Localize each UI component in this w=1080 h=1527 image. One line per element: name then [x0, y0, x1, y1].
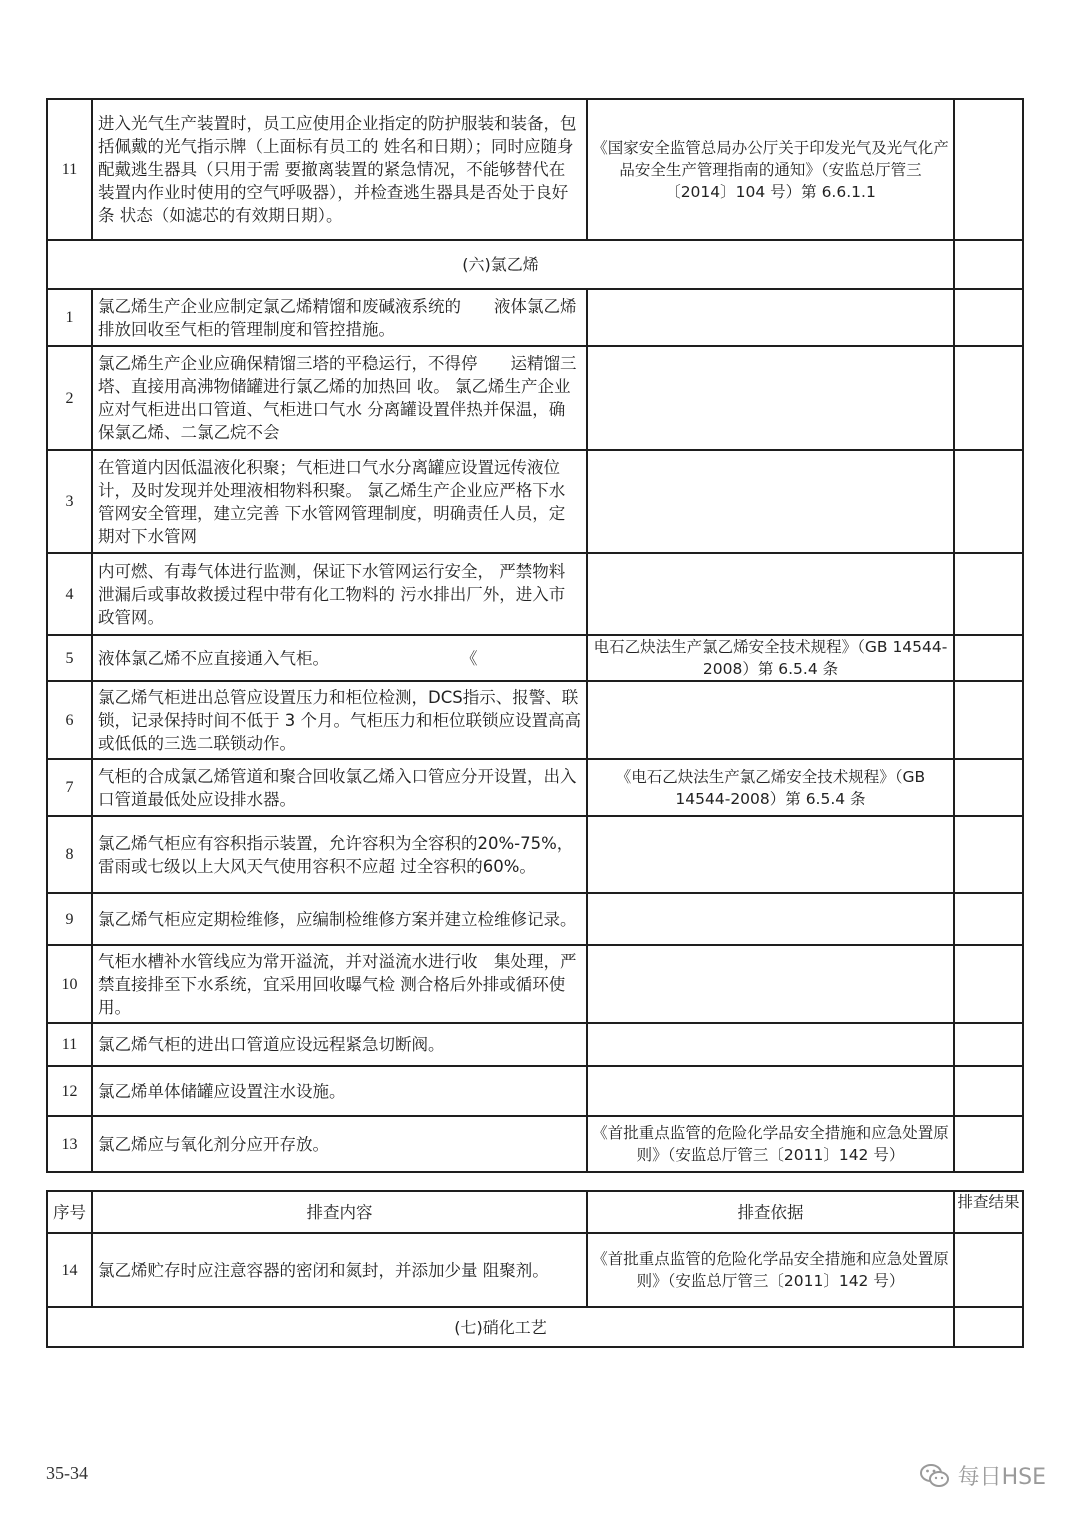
row-result [954, 289, 1023, 346]
row-result [954, 681, 1023, 759]
row-number: 2 [47, 346, 92, 450]
wechat-icon [920, 1463, 950, 1489]
section-title: (七)硝化工艺 [47, 1307, 954, 1347]
row-content: 氯乙烯气柜应定期检维修，应编制检维修方案并建立检维修记录。 [92, 893, 587, 945]
row-content: 在管道内因低温液化积聚；气柜进口气水分离罐应设置远传液位计，及时发现并处理液相物料积聚。 氯乙烯生产企业应严格下水管网安全管理，建立完善 下水管网管理制度，明确责任人员，定期对下水管网 [92, 450, 587, 553]
row-basis: 《国家安全监管总局办公厅关于印发光气及光气化产品安全生产管理指南的通知》（安监总厅管三〔2014〕104 号）第 6.6.1.1 [587, 99, 954, 240]
table-row [47, 759, 1023, 816]
row-number: 13 [47, 1116, 92, 1172]
row-number: 8 [47, 816, 92, 893]
row-content: 氯乙烯气柜应有容积指示装置，允许容积为全容积的20%-75%，雷雨或七级以上大风天气使用容积不应超 过全容积的60%。 [92, 816, 587, 893]
row-content: 氯乙烯单体储罐应设置注水设施。 [92, 1066, 587, 1116]
row-number: 14 [47, 1233, 92, 1307]
row-result [954, 553, 1023, 635]
row-content: 氯乙烯生产企业应确保精馏三塔的平稳运行，不得停 运精馏三塔、直接用高沸物储罐进行氯乙烯的加热回 收。 氯乙烯生产企业应对气柜进出口管道、气柜进口气水 分离罐设置伴热并保温，确保氯乙烯、二氯乙烷不会 [92, 346, 587, 450]
row-result [954, 893, 1023, 945]
row-number: 4 [47, 553, 92, 635]
row-number: 3 [47, 450, 92, 553]
row-number: 7 [47, 759, 92, 816]
header-result: 排查结果 [954, 1191, 1023, 1233]
table-row [47, 1023, 1023, 1066]
row-result [954, 240, 1023, 289]
row-content: 内可燃、有毒气体进行监测，保证下水管网运行安全， 严禁物料泄漏后或事故救援过程中带有化工物料的 污水排出厂外，进入市政管网。 [92, 553, 587, 635]
table-row [47, 289, 1023, 346]
row-basis [587, 681, 954, 759]
row-basis [587, 450, 954, 553]
table-row [47, 635, 1023, 681]
row-content: 气柜的合成氯乙烯管道和聚合回收氯乙烯入口管应分开设置，出入口管道最低处应设排水器。 [92, 759, 587, 816]
row-number: 1 [47, 289, 92, 346]
row-content: 进入光气生产装置时，员工应使用企业指定的防护服装和装备，包括佩戴的光气指示牌（上面标有员工的 姓名和日期）；同时应随身配戴逃生器具（只用于需 要撤离装置的紧急情况，不能够替代在装置内作业时使用的空气呼吸器），并检查逃生器具是否处于良好 条 状态（如滤芯的有效期日期）。 [92, 99, 587, 240]
row-result [954, 99, 1023, 240]
row-result [954, 1116, 1023, 1172]
header-basis: 排查依据 [587, 1191, 954, 1233]
row-number: 11 [47, 1023, 92, 1066]
table-header-row [47, 1191, 1023, 1233]
row-result [954, 450, 1023, 553]
row-content: 氯乙烯应与氧化剂分应开存放。 [92, 1116, 587, 1172]
section-row [47, 1307, 1023, 1347]
row-basis: 电石乙炔法生产氯乙烯安全技术规程》（GB 14544-2008）第 6.5.4 条 [587, 635, 954, 681]
page-number: 35-34 [46, 1463, 88, 1483]
table-row [47, 1066, 1023, 1116]
row-basis [587, 1023, 954, 1066]
row-basis [587, 553, 954, 635]
row-basis [587, 816, 954, 893]
row-basis [587, 1066, 954, 1116]
row-content: 氯乙烯气柜的进出口管道应设远程紧急切断阀。 [92, 1023, 587, 1066]
table-row [47, 1233, 1023, 1307]
row-number: 10 [47, 945, 92, 1023]
row-content: 氯乙烯贮存时应注意容器的密闭和氮封，并添加少量 阻聚剂。 [92, 1233, 587, 1307]
row-number: 12 [47, 1066, 92, 1116]
row-basis [587, 346, 954, 450]
table-row [47, 1116, 1023, 1172]
table-row [47, 945, 1023, 1023]
row-result [954, 759, 1023, 816]
row-result [954, 1023, 1023, 1066]
header-no: 序号 [47, 1191, 92, 1233]
table-row [47, 99, 1023, 240]
checklist-table-top [46, 98, 1024, 1173]
watermark-text: 每日HSE [957, 1465, 1046, 1490]
table-row [47, 450, 1023, 553]
row-basis: 《首批重点监管的危险化学品安全措施和应急处置原则》（安监总厅管三〔2011〕142 号） [587, 1233, 954, 1307]
table-row [47, 553, 1023, 635]
table-row [47, 816, 1023, 893]
row-result [954, 1307, 1023, 1347]
row-basis [587, 893, 954, 945]
row-basis: 《电石乙炔法生产氯乙烯安全技术规程》（GB 14544-2008）第 6.5.4 条 [587, 759, 954, 816]
row-result [954, 945, 1023, 1023]
table-row [47, 346, 1023, 450]
checklist-table-bottom [46, 1190, 1024, 1348]
row-number: 9 [47, 893, 92, 945]
row-result [954, 1066, 1023, 1116]
row-result [954, 635, 1023, 681]
row-content: 气柜水槽补水管线应为常开溢流，并对溢流水进行收 集处理，严禁直接排至下水系统，宜采用回收曝气检 测合格后外排或循环使用。 [92, 945, 587, 1023]
row-result [954, 346, 1023, 450]
row-content: 液体氯乙烯不应直接通入气柜。 《 [92, 635, 587, 681]
row-basis [587, 289, 954, 346]
table-row [47, 681, 1023, 759]
row-content: 氯乙烯生产企业应制定氯乙烯精馏和废碱液系统的 液体氯乙烯排放回收至气柜的管理制度和管控措施。 [92, 289, 587, 346]
header-content: 排查内容 [92, 1191, 587, 1233]
row-number: 5 [47, 635, 92, 681]
row-result [954, 816, 1023, 893]
row-number: 11 [47, 99, 92, 240]
watermark [920, 1460, 1046, 1491]
section-row [47, 240, 1023, 289]
row-basis: 《首批重点监管的危险化学品安全措施和应急处置原则》（安监总厅管三〔2011〕142 号） [587, 1116, 954, 1172]
row-result [954, 1233, 1023, 1307]
row-basis [587, 945, 954, 1023]
row-number: 6 [47, 681, 92, 759]
table-row [47, 893, 1023, 945]
section-title: (六)氯乙烯 [47, 240, 954, 289]
row-content: 氯乙烯气柜进出总管应设置压力和柜位检测，DCS指示、报警、联锁，记录保持时间不低于 3 个月。气柜压力和柜位联锁应设置高高或低低的三选二联锁动作。 [92, 681, 587, 759]
